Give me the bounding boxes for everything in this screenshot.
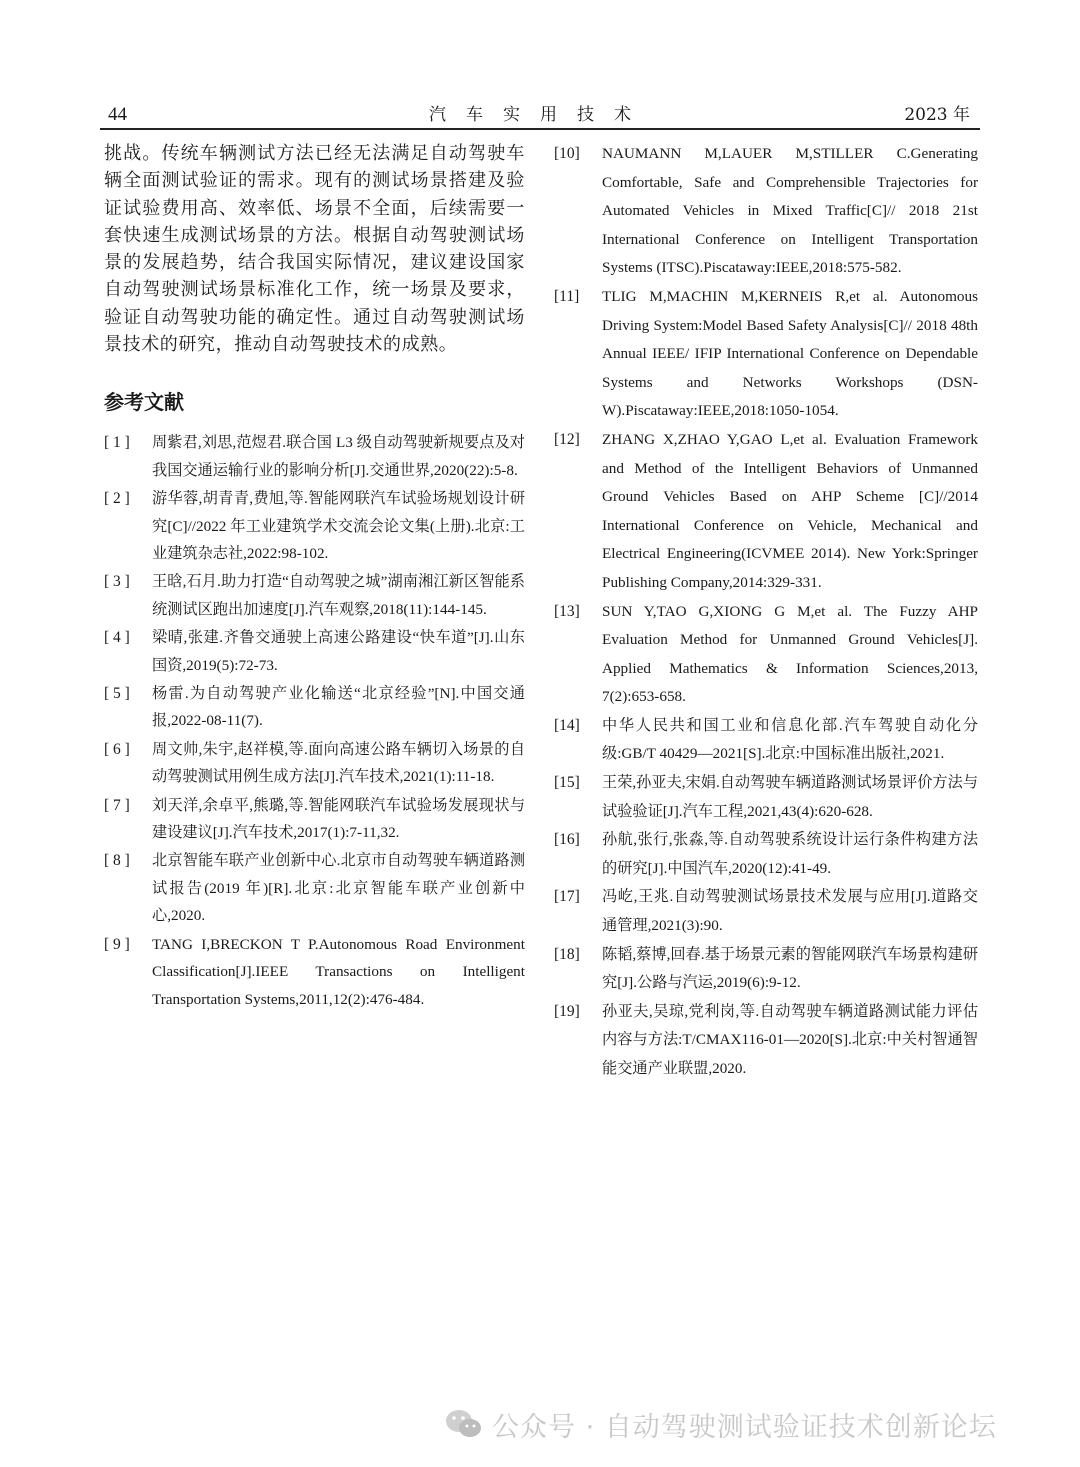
reference-text: 王荣,孙亚夫,宋娟.自动驾驶车辆道路测试场景评价方法与试验验证[J].汽车工程,2021,43(4):620-628. — [602, 774, 978, 820]
watermark-text: 公众号 · 自动驾驶测试验证技术创新论坛 — [492, 1411, 997, 1443]
reference-list-left — [104, 429, 525, 1013]
reference-item — [104, 736, 525, 791]
issue-year: 2023 年 — [904, 105, 970, 125]
left-column — [104, 140, 525, 1014]
reference-item — [104, 568, 525, 623]
reference-text: 陈韬,蔡博,回春.基于场景元素的智能网联汽车场景构建研究[J].公路与汽运,2019(6):9-12. — [602, 945, 978, 992]
body-paragraph: 挑战。传统车辆测试方法已经无法满足自动驾驶车辆全面测试验证的需求。现有的测试场景搭建及验证试验费用高、效率低、场景不全面，后续需要一套快速生成测试场景的方法。根据自动驾驶测试场景的发展趋势，结合我国实际情况，建议建设国家自动驾驶测试场景标准化工作，统一场景及要求，验证自动驾驶功能的确定性。通过自动驾驶测试场景技术的研究，推动自动驾驶技术的成熟。 — [104, 143, 525, 356]
reference-number: [ 8 ] — [104, 852, 130, 870]
reference-number: [ 4 ] — [104, 629, 130, 647]
reference-item — [104, 485, 525, 567]
reference-text: 王晗,石月.助力打造“自动驾驶之城”湖南湘江新区智能系统测试区跑出加速度[J].汽车观察,2018(11):144-145. — [152, 573, 525, 618]
reference-item — [554, 283, 978, 426]
reference-item — [554, 140, 978, 283]
watermark — [444, 1404, 997, 1444]
reference-item — [104, 680, 525, 735]
reference-text: TLIG M,MACHIN M,KERNEIS R,et al. Autonomous Driving System:Model Based Safety Analysis[C]// 2018 48th Annual IEEE/ IFIP International Conference on Dependable Systems and Networks Workshops (DSN-W).Piscataway:IEEE,2018:1050-1054. — [602, 287, 978, 420]
reference-item — [104, 847, 525, 929]
reference-number: [ 6 ] — [104, 740, 130, 758]
reference-text: 中华人民共和国工业和信息化部.汽车驾驶自动化分级:GB/T 40429—2021[S].北京:中国标准出版社,2021. — [602, 716, 978, 763]
reference-number: [ 9 ] — [104, 935, 130, 953]
reference-item — [554, 769, 978, 826]
reference-item — [554, 426, 978, 598]
reference-text: 梁晴,张建.齐鲁交通驶上高速公路建设“快车道”[J].山东国资,2019(5):72-73. — [152, 629, 525, 674]
reference-text: 杨雷.为自动驾驶产业化输送“北京经验”[N].中国交通报,2022-08-11(7). — [152, 685, 525, 730]
reference-text: 冯屹,王兆.自动驾驶测试场景技术发展与应用[J].道路交通管理,2021(3):90. — [602, 888, 978, 935]
reference-item — [554, 998, 978, 1084]
references-heading: 参考文献 — [104, 390, 184, 415]
reference-text: 刘天洋,余卓平,熊璐,等.智能网联汽车试验场发展现状与建设建议[J].汽车技术,2017(1):7-11,32. — [152, 796, 525, 842]
reference-text: 北京智能车联产业创新中心.北京市自动驾驶车辆道路测试报告(2019 年)[R].北京:北京智能车联产业创新中心,2020. — [152, 852, 525, 925]
reference-item — [104, 792, 525, 847]
reference-text: ZHANG X,ZHAO Y,GAO L,et al. Evaluation Framework and Method of the Intelligent Behaviors of Unmanned Ground Vehicles Based on AHP Scheme [C]//2014 International Conference on Vehicle, Mechanical and Electrical Engineering(ICVMEE 2014). New York:Springer Publishing Company,2014:329-331. — [602, 430, 978, 591]
reference-number: [17] — [554, 888, 580, 906]
reference-number: [ 1 ] — [104, 434, 130, 452]
reference-number: [19] — [554, 1002, 580, 1020]
reference-number: [15] — [554, 774, 580, 792]
page-number: 44 — [108, 104, 127, 125]
reference-text: 周文帅,朱宇,赵祥模,等.面向高速公路车辆切入场景的自动驾驶测试用例生成方法[J].汽车技术,2021(1):11-18. — [152, 740, 525, 786]
reference-text: 孙亚夫,吴琼,党利岗,等.自动驾驶车辆道路测试能力评估内容与方法:T/CMAX116-01—2020[S].北京:中关村智通智能交通产业联盟,2020. — [602, 1002, 978, 1077]
reference-text: 游华蓉,胡青青,费旭,等.智能网联汽车试验场规划设计研究[C]//2022 年工业建筑学术交流会论文集(上册).北京:工业建筑杂志社,2022:98-102. — [152, 490, 525, 562]
reference-text: NAUMANN M,LAUER M,STILLER C.Generating Comfortable, Safe and Comprehensible Trajectories for Automated Vehicles in Mixed Traffic[C]// 2018 21st International Conference on Intelligent Transportation Systems (ITSC).Piscataway:IEEE,2018:575-582. — [602, 145, 978, 277]
reference-number: [ 5 ] — [104, 685, 130, 703]
reference-number: [11] — [554, 287, 580, 305]
reference-item — [554, 941, 978, 998]
reference-item — [554, 712, 978, 769]
reference-text: TANG I,BRECKON T P.Autonomous Road Environment Classification[J].IEEE Transactions on Intelligent Transportation Systems,2011,12(2):476-484. — [152, 935, 525, 1008]
reference-number: [ 7 ] — [104, 796, 130, 814]
reference-text: 孙航,张行,张淼,等.自动驾驶系统设计运行条件构建方法的研究[J].中国汽车,2020(12):41-49. — [602, 831, 978, 877]
reference-number: [ 3 ] — [104, 573, 130, 591]
reference-item — [554, 883, 978, 940]
running-header — [100, 96, 980, 130]
reference-item — [554, 826, 978, 883]
reference-item — [104, 624, 525, 679]
reference-item — [104, 429, 525, 484]
reference-item — [554, 598, 978, 712]
reference-number: [18] — [554, 945, 580, 963]
reference-number: [13] — [554, 602, 580, 620]
wechat-icon — [444, 1407, 484, 1441]
reference-number: [16] — [554, 831, 580, 849]
reference-number: [10] — [554, 145, 580, 162]
reference-number: [12] — [554, 430, 580, 448]
journal-title: 汽车实用技术 — [429, 105, 651, 125]
reference-number: [14] — [554, 716, 580, 734]
reference-text: 周紫君,刘思,范煜君.联合国 L3 级自动驾驶新规要点及对我国交通运输行业的影响分析[J].交通世界,2020(22):5-8. — [152, 434, 525, 479]
reference-text: SUN Y,TAO G,XIONG G M,et al. The Fuzzy AHP Evaluation Method for Unmanned Ground Vehicles[J]. Applied Mathematics & Information Sciences,2013, 7(2):653-658. — [602, 602, 978, 706]
reference-number: [ 2 ] — [104, 490, 130, 508]
reference-list-right — [554, 140, 978, 1084]
reference-item — [104, 931, 525, 1013]
right-column — [554, 140, 978, 1084]
